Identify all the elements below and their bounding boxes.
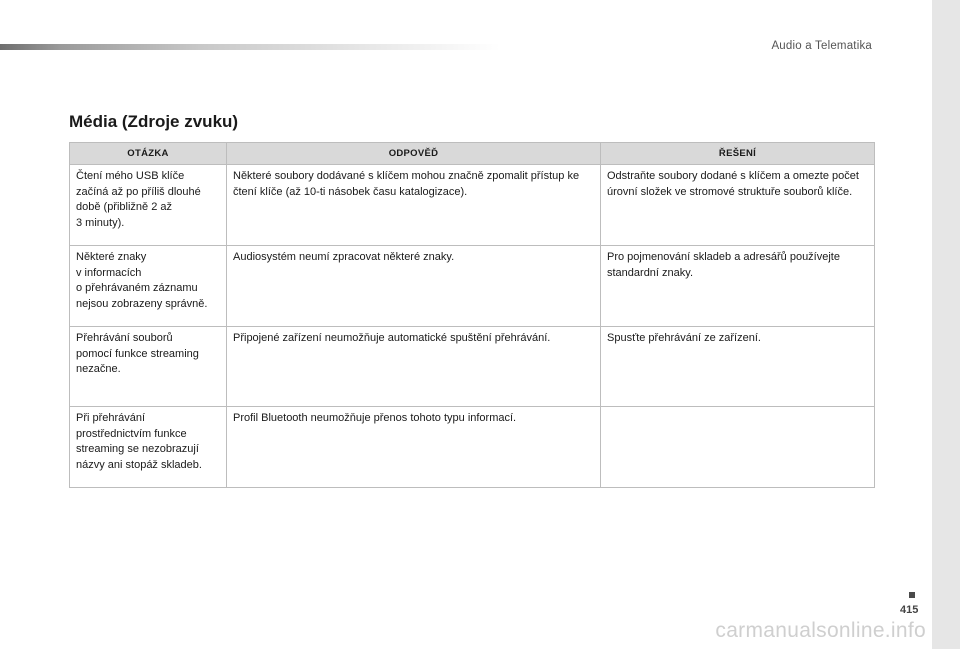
page-edge-strip [932,0,960,649]
question-cell: Přehrávání souborů pomocí funkce streaming nezačne. [70,327,227,407]
answer-cell: Připojené zařízení neumožňuje automatické spuštění přehrávání. [227,327,601,407]
question-cell: Čtení mého USB klíče začíná až po příliš dlouhé době (přibližně 2 až 3 minuty). [70,165,227,246]
question-cell: Při přehrávání prostřednictvím funkce streaming se nezobrazují názvy ani stopáž skladeb. [70,407,227,488]
table-row [70,407,875,488]
header-gradient-bar [0,44,500,50]
column-header-question: OTÁZKA [70,143,227,165]
page-number: 415 [900,604,919,616]
table-row [70,327,875,407]
page-number-marker [909,592,915,598]
table-row [70,246,875,327]
section-title: Audio a Telematika [771,40,872,52]
question-cell: Některé znaky v informacích o přehrávaném záznamu nejsou zobrazeny správně. [70,246,227,327]
solution-cell: Pro pojmenování skladeb a adresářů používejte standardní znaky. [601,246,875,327]
faq-table [69,142,875,488]
page-title: Média (Zdroje zvuku) [69,112,239,131]
table-row [70,165,875,246]
answer-cell: Audiosystém neumí zpracovat některé znaky. [227,246,601,327]
table-header-row [70,143,875,165]
solution-cell: Odstraňte soubory dodané s klíčem a omezte počet úrovní složek ve stromové struktuře souborů klíče. [601,165,875,246]
answer-cell: Profil Bluetooth neumožňuje přenos tohoto typu informací. [227,407,601,488]
solution-cell [601,407,875,488]
answer-cell: Některé soubory dodávané s klíčem mohou značně zpomalit přístup ke čtení klíče (až 10-ti násobek času katalogizace). [227,165,601,246]
solution-cell: Spusťte přehrávání ze zařízení. [601,327,875,407]
watermark: carmanualsonline.info [715,619,926,642]
column-header-answer: ODPOVĚĎ [227,143,601,165]
column-header-solution: ŘEŠENÍ [601,143,875,165]
